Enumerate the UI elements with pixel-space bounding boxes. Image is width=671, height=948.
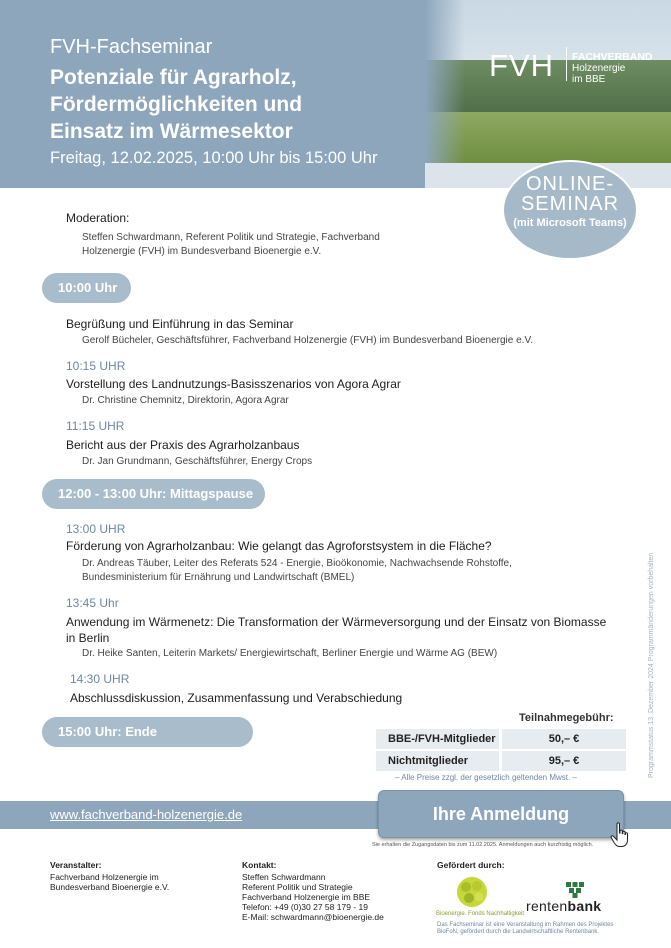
funded-label: Gefördert durch: [437,860,505,870]
item2-title: Vorstellung des Landnutzungs-Basisszenarios von Agora Agrar [66,377,401,391]
item5-title: Anwendung im Wärmenetz: Die Transformation der Wärmeversorgung und der Einsatz von Biomasse in Berlin [66,615,607,645]
item2-time: 10:15 UHR [66,359,126,373]
fee-label: Nichtmitglieder [376,751,499,771]
item2-desc: Dr. Christine Chemnitz, Direktorin, Agora Agrar [82,395,289,406]
register-button[interactable]: Ihre Anmeldung [378,790,624,838]
fvh-logo-subtitle: FACHVERBAND Holzenergie im BBE [572,51,653,85]
item5-time: 13:45 Uhr [66,596,119,610]
logo-divider [566,47,567,81]
item4-desc: Dr. Andreas Täuber, Leiter des Referats 524 - Energie, Bioökonomie, Nachwachsende Rohstoffe, Bundesministerium für Ernährung und Landwirtschaft (BMEL) [82,558,512,583]
time-pill-1000: 10:00 Uhr [42,273,131,303]
biofon-logo [454,874,490,910]
item6-time: 14:30 UHR [70,672,130,686]
organizer-text: Fachverband Holzenergie im Bundesverband Bioenergie e.V. [50,872,170,892]
rentenbank-wordmark: rentenbank [526,898,602,914]
online-seminar-badge: ONLINE- SEMINAR (mit Microsoft Teams) [502,160,638,260]
item4-time: 13:00 UHR [66,522,126,536]
program-status-note: Programmstatus 13. Dezember 2024 Programmänderungen vorbehalten [648,552,655,778]
fvh-logo: FVH [489,48,554,83]
rentenbank-logo-mark [566,882,584,898]
fee-price: 95,– € [502,751,626,771]
biofon-caption: Bioenergie. Fonds Nachhaltigkeit [436,911,525,917]
fee-vat-note: – Alle Preise zzgl. der gesetzlich geltenden Mwst. – [395,773,577,782]
moderation-label: Moderation: [66,211,130,225]
contact-label: Kontakt: [242,860,277,870]
item3-title: Bericht aus der Praxis des Agrarholzanbaus [66,438,300,452]
fee-title: Teilnahmegebühr: [519,712,614,724]
registration-note: Sie erhalten die Zugangsdaten bis zum 11.02.2025. Anmeldungen auch kurzfristig möglich. [372,842,594,848]
moderation-text: Steffen Schwardmann, Referent Politik und Strategie, Fachverband Holzenergie (FVH) im Bundesverband Bioenergie e.V. [82,232,380,257]
time-pill-end: 15:00 Uhr: Ende [42,717,253,747]
item4-title: Förderung von Agrarholzanbau: Wie gelangt das Agroforstsystem in die Fläche? [66,539,492,553]
fee-row [376,751,626,771]
website-link[interactable]: www.fachverband-holzenergie.de [50,807,243,822]
seminar-date: Freitag, 12.02.2025, 10:00 Uhr bis 15:00 Uhr [50,149,378,167]
funding-fineprint: Das Fachseminar ist eine Veranstaltung im Rahmen des Projektes BioFoN, gefördert durch die Landwirtschaftliche Rentenbank. [437,922,614,935]
item3-desc: Dr. Jan Grundmann, Geschäftsführer, Energy Crops [82,456,313,467]
item1-desc: Gerolf Bücheler, Geschäftsführer, Fachverband Holzenergie (FVH) im Bundesverband Bioenergie e.V. [82,335,533,346]
organizer-label: Veranstalter: [50,860,102,870]
item6-title: Abschlussdiskussion, Zusammenfassung und Verabschiedung [70,691,403,705]
contact-text: Steffen Schwardmann Referent Politik und Strategie Fachverband Holzenergie im BBE Telefon: +49 (0)30 27 58 179 - 19 E-Mail: schwardmann@bioenergie.de [242,872,384,922]
item1-title: Begrüßung und Einführung in das Seminar [66,317,294,331]
item3-time: 11:15 UHR [66,419,125,433]
fee-label: BBE-/FVH-Mitglieder [376,729,499,749]
item5-desc: Dr. Heike Santen, Leiterin Markets/ Energiewirtschaft, Berliner Energie und Wärme AG (BEW) [82,648,498,659]
seminar-kicker: FVH-Fachseminar [50,36,213,58]
time-pill-break: 12:00 - 13:00 Uhr: Mittagspause [42,479,265,509]
fee-row [376,729,626,749]
fee-price: 50,– € [502,729,626,749]
hand-pointer-icon [610,822,630,848]
seminar-title: Potenziale für Agrarholz, Fördermöglichkeiten und Einsatz im Wärmesektor [50,66,303,143]
